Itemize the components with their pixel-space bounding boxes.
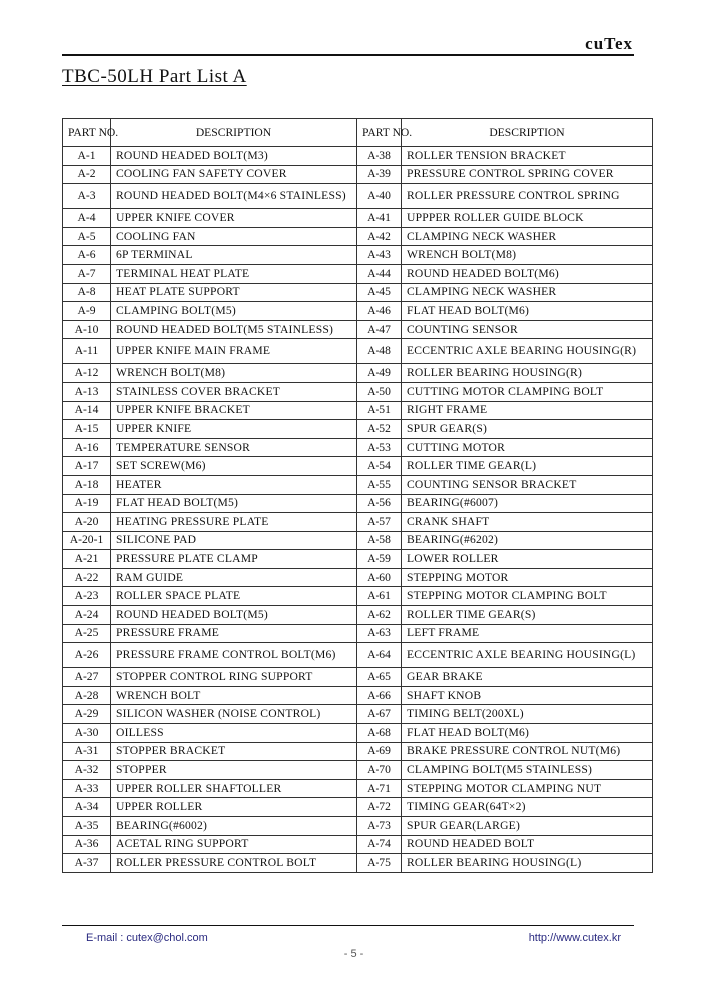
table-row bbox=[63, 724, 653, 743]
part-description-right: CLAMPING NECK WASHER bbox=[402, 227, 653, 246]
part-number-left: A-33 bbox=[63, 779, 111, 798]
bottom-divider bbox=[62, 925, 634, 926]
part-description-left: UPPER KNIFE MAIN FRAME bbox=[111, 339, 357, 364]
part-number-left: A-17 bbox=[63, 457, 111, 476]
part-description-right: BRAKE PRESSURE CONTROL NUT(M6) bbox=[402, 742, 653, 761]
part-description-left: UPPER KNIFE COVER bbox=[111, 209, 357, 228]
part-description-right: ROLLER TENSION BRACKET bbox=[402, 147, 653, 166]
part-number-right: A-74 bbox=[357, 835, 402, 854]
part-description-left: STOPPER BRACKET bbox=[111, 742, 357, 761]
table-row bbox=[63, 606, 653, 625]
header-description-right: DESCRIPTION bbox=[402, 119, 653, 147]
table-row bbox=[63, 494, 653, 513]
part-description-right: SPUR GEAR(S) bbox=[402, 420, 653, 439]
part-description-right: LOWER ROLLER bbox=[402, 550, 653, 569]
part-description-right: PRESSURE CONTROL SPRING COVER bbox=[402, 165, 653, 184]
table-row bbox=[63, 320, 653, 339]
part-number-right: A-73 bbox=[357, 817, 402, 836]
part-number-right: A-41 bbox=[357, 209, 402, 228]
part-description-right: CUTTING MOTOR bbox=[402, 438, 653, 457]
part-number-left: A-25 bbox=[63, 624, 111, 643]
part-description-left: WRENCH BOLT bbox=[111, 686, 357, 705]
part-description-right: ROLLER BEARING HOUSING(R) bbox=[402, 364, 653, 383]
part-number-right: A-50 bbox=[357, 382, 402, 401]
part-number-left: A-10 bbox=[63, 320, 111, 339]
part-description-right: STEPPING MOTOR CLAMPING NUT bbox=[402, 779, 653, 798]
part-number-right: A-58 bbox=[357, 531, 402, 550]
part-description-right: ROLLER TIME GEAR(L) bbox=[402, 457, 653, 476]
table-row bbox=[63, 587, 653, 606]
table-row bbox=[63, 147, 653, 166]
part-number-right: A-55 bbox=[357, 475, 402, 494]
table-row bbox=[63, 438, 653, 457]
table-row bbox=[63, 209, 653, 228]
part-number-left: A-8 bbox=[63, 283, 111, 302]
part-description-right: TIMING BELT(200XL) bbox=[402, 705, 653, 724]
part-description-right: STEPPING MOTOR bbox=[402, 568, 653, 587]
part-description-left: TERMINAL HEAT PLATE bbox=[111, 264, 357, 283]
page-number: - 5 - bbox=[343, 948, 364, 960]
table-row bbox=[63, 382, 653, 401]
part-number-right: A-72 bbox=[357, 798, 402, 817]
part-number-left: A-12 bbox=[63, 364, 111, 383]
footer-email: E-mail : cutex@chol.com bbox=[86, 932, 208, 944]
top-divider bbox=[62, 54, 634, 56]
part-description-left: ROLLER PRESSURE CONTROL BOLT bbox=[111, 854, 357, 873]
part-number-left: A-20 bbox=[63, 513, 111, 532]
table-row bbox=[63, 705, 653, 724]
part-description-right: FLAT HEAD BOLT(M6) bbox=[402, 724, 653, 743]
part-description-left: PRESSURE FRAME bbox=[111, 624, 357, 643]
parts-table-body bbox=[63, 147, 653, 873]
table-row bbox=[63, 184, 653, 209]
part-number-left: A-21 bbox=[63, 550, 111, 569]
part-number-right: A-66 bbox=[357, 686, 402, 705]
table-row bbox=[63, 165, 653, 184]
table-row bbox=[63, 854, 653, 873]
part-description-left: ACETAL RING SUPPORT bbox=[111, 835, 357, 854]
part-description-left: SET SCREW(M6) bbox=[111, 457, 357, 476]
part-description-left: ROUND HEADED BOLT(M3) bbox=[111, 147, 357, 166]
part-description-left: STAINLESS COVER BRACKET bbox=[111, 382, 357, 401]
part-description-right: BEARING(#6007) bbox=[402, 494, 653, 513]
part-number-right: A-47 bbox=[357, 320, 402, 339]
part-description-left: PRESSURE FRAME CONTROL BOLT(M6) bbox=[111, 643, 357, 668]
part-description-left: STOPPER bbox=[111, 761, 357, 780]
part-number-left: A-36 bbox=[63, 835, 111, 854]
table-row bbox=[63, 475, 653, 494]
part-number-left: A-27 bbox=[63, 668, 111, 687]
part-number-right: A-52 bbox=[357, 420, 402, 439]
part-number-left: A-3 bbox=[63, 184, 111, 209]
table-row bbox=[63, 302, 653, 321]
part-description-left: HEATER bbox=[111, 475, 357, 494]
table-row bbox=[63, 761, 653, 780]
part-number-right: A-51 bbox=[357, 401, 402, 420]
part-description-left: UPPER KNIFE bbox=[111, 420, 357, 439]
part-description-left: 6P TERMINAL bbox=[111, 246, 357, 265]
part-number-left: A-23 bbox=[63, 587, 111, 606]
table-row bbox=[63, 779, 653, 798]
part-number-right: A-59 bbox=[357, 550, 402, 569]
part-description-left: ROLLER SPACE PLATE bbox=[111, 587, 357, 606]
part-number-right: A-61 bbox=[357, 587, 402, 606]
table-row bbox=[63, 817, 653, 836]
part-description-left: RAM GUIDE bbox=[111, 568, 357, 587]
part-number-right: A-68 bbox=[357, 724, 402, 743]
part-description-left: UPPER KNIFE BRACKET bbox=[111, 401, 357, 420]
table-row bbox=[63, 420, 653, 439]
part-description-right: COUNTING SENSOR BRACKET bbox=[402, 475, 653, 494]
part-number-right: A-43 bbox=[357, 246, 402, 265]
part-description-right: FLAT HEAD BOLT(M6) bbox=[402, 302, 653, 321]
part-number-right: A-63 bbox=[357, 624, 402, 643]
part-number-right: A-45 bbox=[357, 283, 402, 302]
part-description-left: TEMPERATURE SENSOR bbox=[111, 438, 357, 457]
part-description-right: STEPPING MOTOR CLAMPING BOLT bbox=[402, 587, 653, 606]
part-number-right: A-38 bbox=[357, 147, 402, 166]
part-description-left: COOLING FAN bbox=[111, 227, 357, 246]
part-number-left: A-19 bbox=[63, 494, 111, 513]
part-number-right: A-39 bbox=[357, 165, 402, 184]
part-number-left: A-14 bbox=[63, 401, 111, 420]
part-number-left: A-9 bbox=[63, 302, 111, 321]
table-row bbox=[63, 742, 653, 761]
part-number-left: A-29 bbox=[63, 705, 111, 724]
header-part-no-right: PART NO. bbox=[357, 119, 402, 147]
part-number-left: A-5 bbox=[63, 227, 111, 246]
table-row bbox=[63, 668, 653, 687]
part-description-right: ROLLER BEARING HOUSING(L) bbox=[402, 854, 653, 873]
part-number-left: A-6 bbox=[63, 246, 111, 265]
table-row bbox=[63, 686, 653, 705]
part-description-right: ROUND HEADED BOLT(M6) bbox=[402, 264, 653, 283]
table-row bbox=[63, 798, 653, 817]
part-number-left: A-2 bbox=[63, 165, 111, 184]
part-description-right: SPUR GEAR(LARGE) bbox=[402, 817, 653, 836]
footer-url: http://www.cutex.kr bbox=[528, 932, 621, 944]
part-description-left: PRESSURE PLATE CLAMP bbox=[111, 550, 357, 569]
part-number-right: A-69 bbox=[357, 742, 402, 761]
part-number-right: A-57 bbox=[357, 513, 402, 532]
header-part-no-left: PART NO. bbox=[63, 119, 111, 147]
part-number-left: A-20-1 bbox=[63, 531, 111, 550]
table-row bbox=[63, 531, 653, 550]
table-row bbox=[63, 339, 653, 364]
part-description-right: CLAMPING NECK WASHER bbox=[402, 283, 653, 302]
part-number-left: A-15 bbox=[63, 420, 111, 439]
parts-table bbox=[62, 118, 653, 873]
part-number-left: A-26 bbox=[63, 643, 111, 668]
brand-logo: cuTex bbox=[585, 34, 633, 53]
table-row bbox=[63, 457, 653, 476]
table-row bbox=[63, 246, 653, 265]
table-row bbox=[63, 513, 653, 532]
part-number-right: A-46 bbox=[357, 302, 402, 321]
part-description-left: WRENCH BOLT(M8) bbox=[111, 364, 357, 383]
part-number-right: A-40 bbox=[357, 184, 402, 209]
table-row bbox=[63, 624, 653, 643]
part-number-right: A-65 bbox=[357, 668, 402, 687]
part-number-left: A-7 bbox=[63, 264, 111, 283]
part-number-left: A-34 bbox=[63, 798, 111, 817]
part-number-left: A-1 bbox=[63, 147, 111, 166]
part-description-left: BEARING(#6002) bbox=[111, 817, 357, 836]
part-description-right: GEAR BRAKE bbox=[402, 668, 653, 687]
part-number-left: A-28 bbox=[63, 686, 111, 705]
part-description-left: OILLESS bbox=[111, 724, 357, 743]
part-description-left: CLAMPING BOLT(M5) bbox=[111, 302, 357, 321]
part-description-right: SHAFT KNOB bbox=[402, 686, 653, 705]
part-description-right: BEARING(#6202) bbox=[402, 531, 653, 550]
part-description-left: STOPPER CONTROL RING SUPPORT bbox=[111, 668, 357, 687]
part-number-right: A-53 bbox=[357, 438, 402, 457]
part-description-right: CRANK SHAFT bbox=[402, 513, 653, 532]
part-description-right: ROUND HEADED BOLT bbox=[402, 835, 653, 854]
part-number-right: A-64 bbox=[357, 643, 402, 668]
part-number-left: A-13 bbox=[63, 382, 111, 401]
part-number-right: A-60 bbox=[357, 568, 402, 587]
part-number-right: A-56 bbox=[357, 494, 402, 513]
part-description-right: WRENCH BOLT(M8) bbox=[402, 246, 653, 265]
table-row bbox=[63, 364, 653, 383]
part-number-right: A-49 bbox=[357, 364, 402, 383]
part-number-right: A-42 bbox=[357, 227, 402, 246]
part-number-left: A-22 bbox=[63, 568, 111, 587]
part-number-right: A-54 bbox=[357, 457, 402, 476]
part-number-left: A-18 bbox=[63, 475, 111, 494]
page-title: TBC-50LH Part List A bbox=[62, 66, 247, 87]
part-description-right: CLAMPING BOLT(M5 STAINLESS) bbox=[402, 761, 653, 780]
part-number-left: A-31 bbox=[63, 742, 111, 761]
part-description-left: SILICON WASHER (NOISE CONTROL) bbox=[111, 705, 357, 724]
part-description-left: SILICONE PAD bbox=[111, 531, 357, 550]
table-row bbox=[63, 643, 653, 668]
part-description-left: ROUND HEADED BOLT(M5) bbox=[111, 606, 357, 625]
table-row bbox=[63, 264, 653, 283]
part-description-left: UPPER ROLLER SHAFTOLLER bbox=[111, 779, 357, 798]
part-description-left: ROUND HEADED BOLT(M5 STAINLESS) bbox=[111, 320, 357, 339]
table-row bbox=[63, 227, 653, 246]
part-number-right: A-44 bbox=[357, 264, 402, 283]
part-number-left: A-24 bbox=[63, 606, 111, 625]
part-number-right: A-71 bbox=[357, 779, 402, 798]
part-number-right: A-62 bbox=[357, 606, 402, 625]
table-row bbox=[63, 283, 653, 302]
part-description-left: HEAT PLATE SUPPORT bbox=[111, 283, 357, 302]
part-description-right: COUNTING SENSOR bbox=[402, 320, 653, 339]
table-row bbox=[63, 401, 653, 420]
part-description-right: CUTTING MOTOR CLAMPING BOLT bbox=[402, 382, 653, 401]
part-description-right: ECCENTRIC AXLE BEARING HOUSING(R) bbox=[402, 339, 653, 364]
table-row bbox=[63, 550, 653, 569]
part-number-left: A-35 bbox=[63, 817, 111, 836]
part-number-right: A-75 bbox=[357, 854, 402, 873]
part-number-left: A-11 bbox=[63, 339, 111, 364]
part-description-right: RIGHT FRAME bbox=[402, 401, 653, 420]
header-description-left: DESCRIPTION bbox=[111, 119, 357, 147]
part-number-left: A-32 bbox=[63, 761, 111, 780]
part-description-right: ROLLER PRESSURE CONTROL SPRING bbox=[402, 184, 653, 209]
part-description-left: FLAT HEAD BOLT(M5) bbox=[111, 494, 357, 513]
part-number-left: A-37 bbox=[63, 854, 111, 873]
part-description-right: ECCENTRIC AXLE BEARING HOUSING(L) bbox=[402, 643, 653, 668]
part-description-right: ROLLER TIME GEAR(S) bbox=[402, 606, 653, 625]
part-number-left: A-4 bbox=[63, 209, 111, 228]
part-number-right: A-70 bbox=[357, 761, 402, 780]
part-number-left: A-30 bbox=[63, 724, 111, 743]
part-description-right: LEFT FRAME bbox=[402, 624, 653, 643]
part-description-left: ROUND HEADED BOLT(M4×6 STAINLESS) bbox=[111, 184, 357, 209]
table-row bbox=[63, 568, 653, 587]
part-description-left: COOLING FAN SAFETY COVER bbox=[111, 165, 357, 184]
table-header-row bbox=[63, 119, 653, 147]
part-description-right: UPPPER ROLLER GUIDE BLOCK bbox=[402, 209, 653, 228]
table-row bbox=[63, 835, 653, 854]
part-description-left: UPPER ROLLER bbox=[111, 798, 357, 817]
part-number-right: A-48 bbox=[357, 339, 402, 364]
part-description-right: TIMING GEAR(64T×2) bbox=[402, 798, 653, 817]
part-number-left: A-16 bbox=[63, 438, 111, 457]
part-number-right: A-67 bbox=[357, 705, 402, 724]
part-description-left: HEATING PRESSURE PLATE bbox=[111, 513, 357, 532]
